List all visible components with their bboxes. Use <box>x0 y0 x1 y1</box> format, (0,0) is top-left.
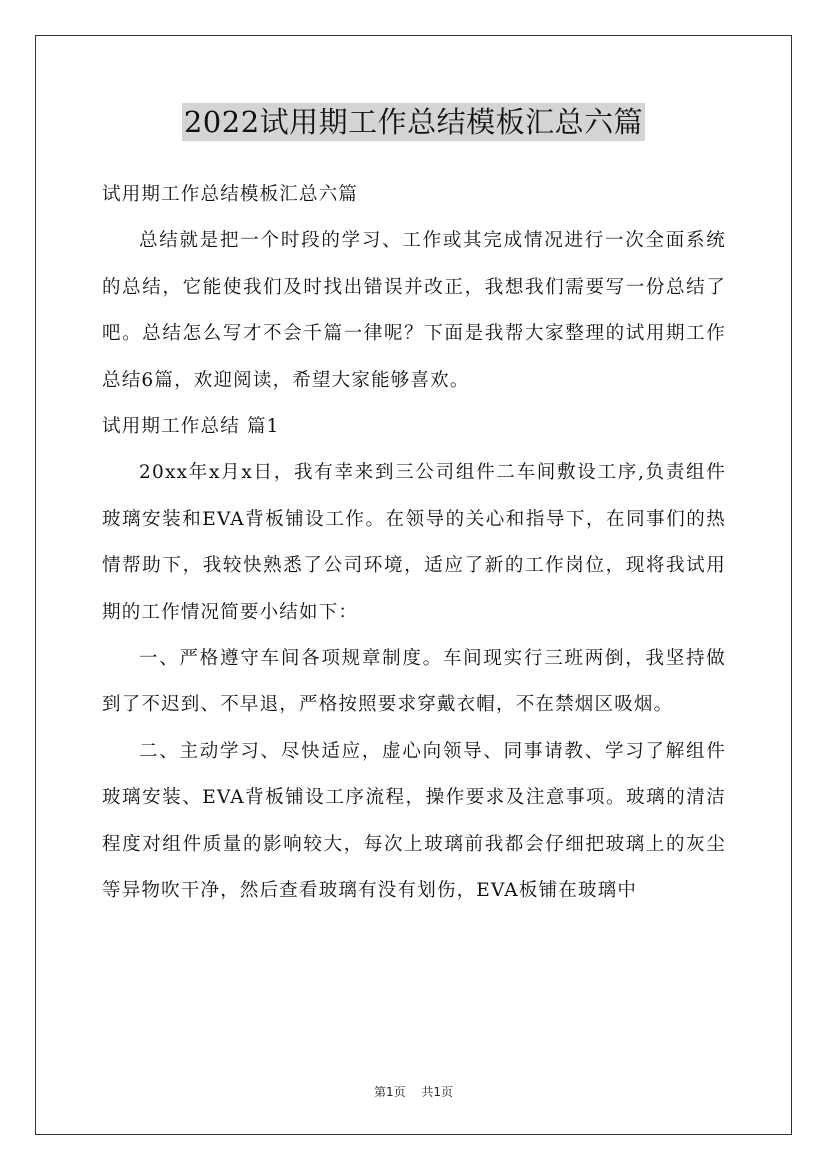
page-footer <box>0 1083 827 1100</box>
document-body <box>102 172 726 915</box>
paragraph-3: 二、主动学习、尽快适应，虚心向领导、同事请教、学习了解组件玻璃安装、EVA背板铺设工序流程，操作要求及注意事项。玻璃的清洁程度对组件质量的影响较大，每次上玻璃前我都会仔细把玻璃上的灰尘等异物吹干净，然后查看玻璃有没有划伤，EVA板铺在玻璃中 <box>102 740 726 902</box>
document-title: 2022试用期工作总结模板汇总六篇 <box>183 105 644 139</box>
intro-paragraph: 总结就是把一个时段的学习、工作或其完成情况进行一次全面系统的总结，它能使我们及时找出错误并改正，我想我们需要写一份总结了吧。总结怎么写才不会千篇一律呢？下面是我帮大家整理的试用期工作总结6篇，欢迎阅读，希望大家能够喜欢。 <box>102 230 726 391</box>
page-total: 共1页 <box>421 1085 454 1099</box>
paragraph-2: 一、严格遵守车间各项规章制度。车间现实行三班两倒，我坚持做到了不迟到、不早退，严格按照要求穿戴衣帽，不在禁烟区吸烟。 <box>102 648 726 716</box>
section-heading: 试用期工作总结 篇1 <box>102 416 280 438</box>
page-number: 第1页 <box>373 1085 406 1099</box>
subtitle: 试用期工作总结模板汇总六篇 <box>102 184 359 205</box>
document-title-wrap <box>0 100 827 141</box>
paragraph-1: 20xx年x月x日，我有幸来到三公司组件二车间敷设工序,负责组件玻璃安装和EVA背板铺设工作。在领导的关心和指导下，在同事们的热情帮助下，我较快熟悉了公司环境，适应了新的工作岗位，现将我试用期的工作情况简要小结如下： <box>102 462 726 623</box>
